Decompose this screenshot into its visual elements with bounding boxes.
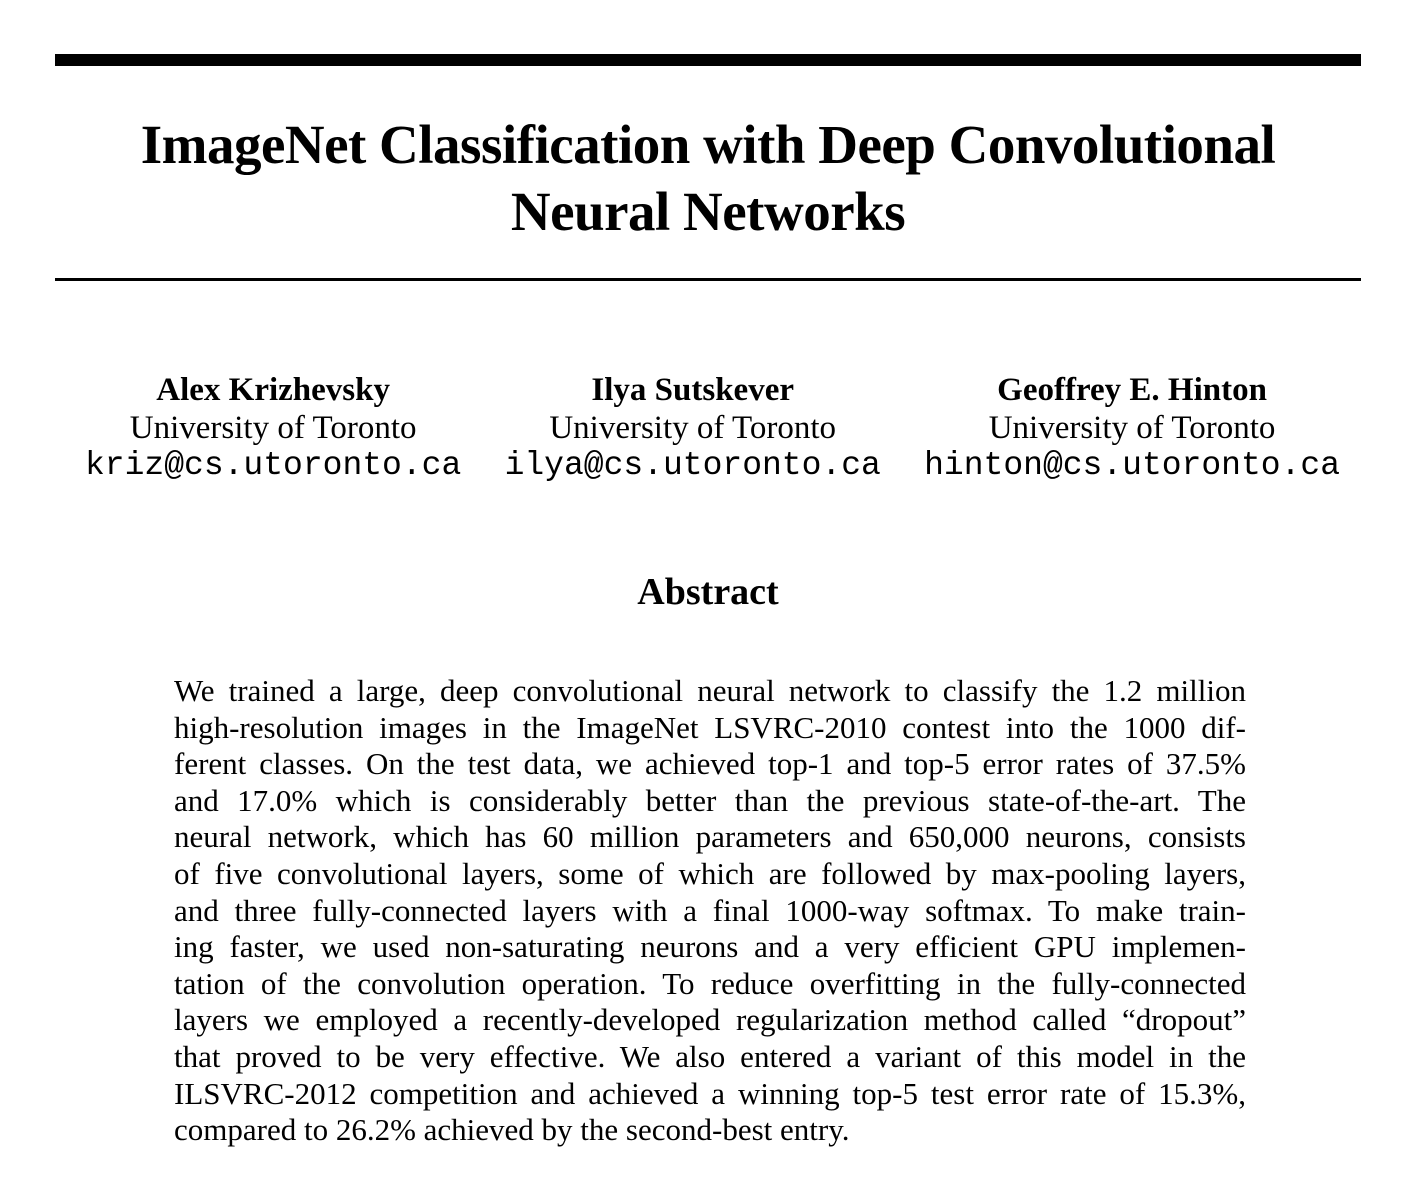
author-email: kriz@cs.utoronto.ca bbox=[85, 447, 462, 484]
top-rule bbox=[55, 54, 1361, 66]
abstract-line: tation of the convolution operation. To reduce overfitting in the fully-connected bbox=[174, 965, 1246, 1001]
author-affiliation: University of Toronto bbox=[988, 410, 1276, 446]
abstract-line: that proved to be very effective. We also entered a variant of this model in the bbox=[174, 1038, 1246, 1074]
abstract-line: high-resolution images in the ImageNet LSVRC-2010 contest into the 1000 dif- bbox=[174, 709, 1246, 745]
abstract-line: and three fully-connected layers with a final 1000-way softmax. To make train- bbox=[174, 892, 1246, 928]
abstract-line: ILSVRC-2012 competition and achieved a winning top-5 test error rate of 15.3%, bbox=[174, 1075, 1246, 1111]
title-separator-rule bbox=[55, 278, 1361, 281]
paper-title-line-1: ImageNet Classification with Deep Convolutional bbox=[140, 114, 1276, 175]
author-block-krizhevsky bbox=[85, 371, 461, 485]
abstract-line: ferent classes. On the test data, we achieved top-1 and top-5 error rates of 37.5% bbox=[174, 746, 1246, 782]
abstract-line: We trained a large, deep convolutional neural network to classify the 1.2 million bbox=[174, 673, 1246, 708]
author-name: Ilya Sutskever bbox=[591, 372, 794, 408]
authors-row bbox=[85, 371, 1340, 485]
abstract-heading: Abstract bbox=[637, 571, 779, 613]
author-affiliation: University of Toronto bbox=[129, 410, 417, 446]
author-block-sutskever bbox=[505, 371, 881, 485]
abstract-line: layers we employed a recently-developed regularization method called “dropout” bbox=[174, 1002, 1246, 1038]
author-affiliation: University of Toronto bbox=[549, 410, 837, 446]
abstract-line: neural network, which has 60 million parameters and 650,000 neurons, consists bbox=[174, 819, 1246, 855]
author-name: Geoffrey E. Hinton bbox=[997, 372, 1267, 408]
abstract-line: ing faster, we used non-saturating neurons and a very efficient GPU implemen- bbox=[174, 929, 1246, 965]
paper-title-line-2: Neural Networks bbox=[510, 181, 906, 242]
author-name: Alex Krizhevsky bbox=[156, 372, 390, 408]
paper-title bbox=[0, 111, 1416, 245]
abstract-line: compared to 26.2% achieved by the second-best entry. bbox=[174, 1112, 850, 1148]
author-email: ilya@cs.utoronto.ca bbox=[504, 447, 881, 484]
author-email: hinton@cs.utoronto.ca bbox=[924, 447, 1340, 484]
abstract-body bbox=[174, 673, 1246, 1149]
abstract-line: of five convolutional layers, some of which are followed by max-pooling layers, bbox=[174, 855, 1246, 891]
author-block-hinton bbox=[924, 371, 1340, 485]
abstract-line: and 17.0% which is considerably better than the previous state-of-the-art. The bbox=[174, 782, 1246, 818]
